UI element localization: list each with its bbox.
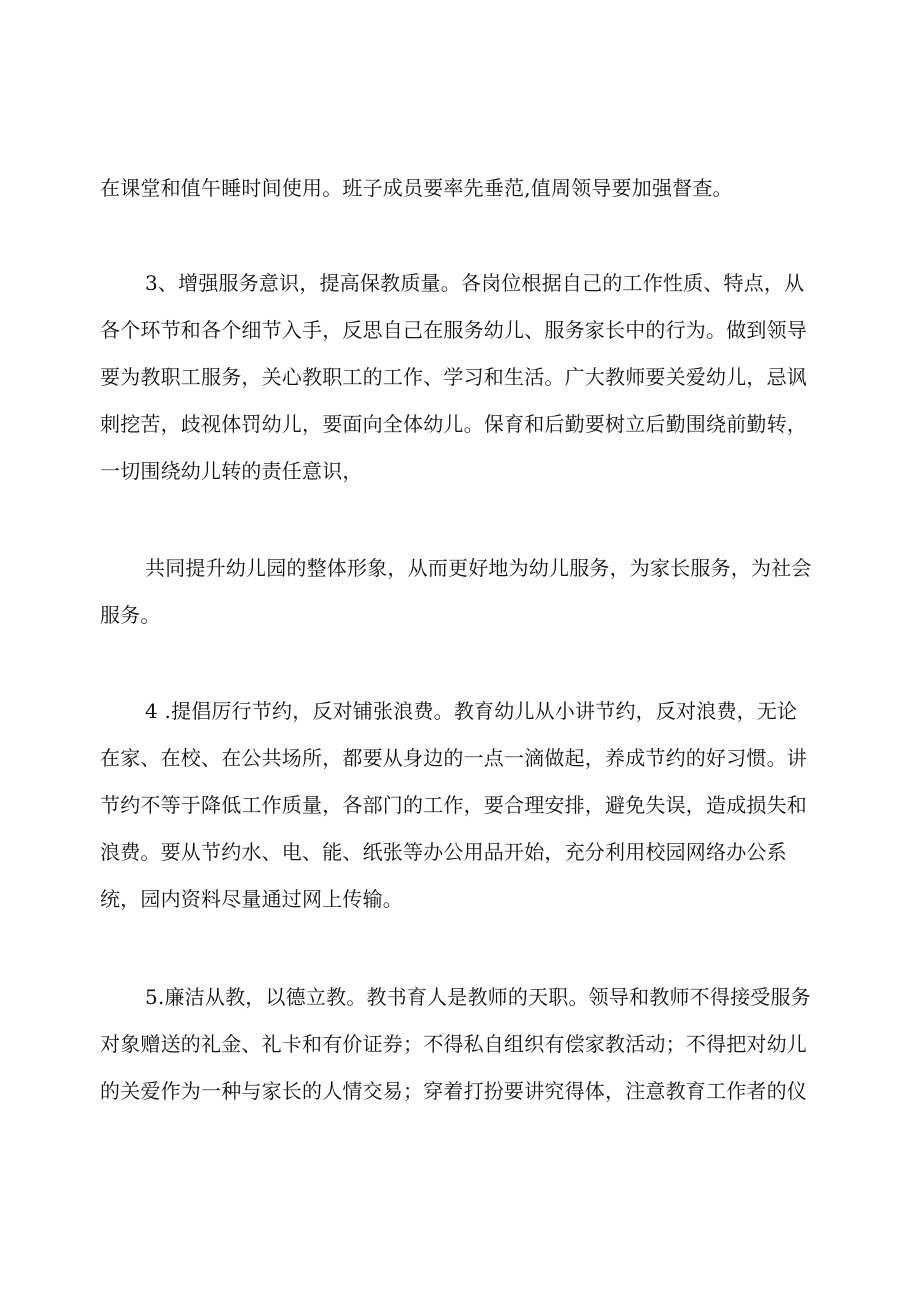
paragraph-3-line-1: 3、增强服务意识，提高保教质量。各岗位根据自己的工作性质、特点，从 <box>145 271 805 295</box>
paragraph-4-line-3: 节约不等于降低工作质量，各部门的工作，要合理安排，避免失误，造成损失和 <box>100 793 807 817</box>
paragraph-3-line-4: 刺挖苦，歧视体罚幼儿，要面向全体幼儿。保育和后勤要树立后勤围绕前勤转， <box>100 412 807 436</box>
paragraph-4-line-5: 统，园内资料尽量通过网上传输。 <box>100 887 403 911</box>
paragraph-3b-line-2: 服务。 <box>100 603 161 627</box>
paragraph-4-line-1: 4 .提倡厉行节约，反对铺张浪费。教育幼儿从小讲节约，反对浪费，无论 <box>145 699 798 723</box>
paragraph-4-line-2: 在家、在校、在公共场所，都要从身边的一点一滴做起，养成节约的好习惯。讲 <box>100 746 807 770</box>
paragraph-4-line-4: 浪费。要从节约水、电、能、纸张等办公用品开始，充分利用校园网络办公系 <box>100 840 787 864</box>
paragraph-3b-line-1: 共同提升幼儿园的整体形象，从而更好地为幼儿服务，为家长服务，为社会 <box>145 556 812 580</box>
paragraph-5-line-1: 5.廉洁从教，以德立教。教书育人是教师的天职。领导和教师不得接受服务 <box>145 985 811 1009</box>
paragraph-continuation-line-1: 在课堂和值午睡时间使用。班子成员要率先垂范,值周领导要加强督查。 <box>100 176 733 200</box>
paragraph-3-line-3: 要为教职工服务，关心教职工的工作、学习和生活。广大教师要关爱幼儿，忌讽 <box>100 365 807 389</box>
paragraph-3-line-2: 各个环节和各个细节入手，反思自己在服务幼儿、服务家长中的行为。做到领导 <box>100 318 807 342</box>
paragraph-5-line-3: 的关爱作为一种与家长的人情交易；穿着打扮要讲究得体，注意教育工作者的仪 <box>100 1079 807 1103</box>
paragraph-5-line-2: 对象赠送的礼金、礼卡和有价证券；不得私自组织有偿家教活动；不得把对幼儿 <box>100 1032 807 1056</box>
paragraph-3-line-5: 一切围绕幼儿转的责任意识， <box>100 459 363 483</box>
